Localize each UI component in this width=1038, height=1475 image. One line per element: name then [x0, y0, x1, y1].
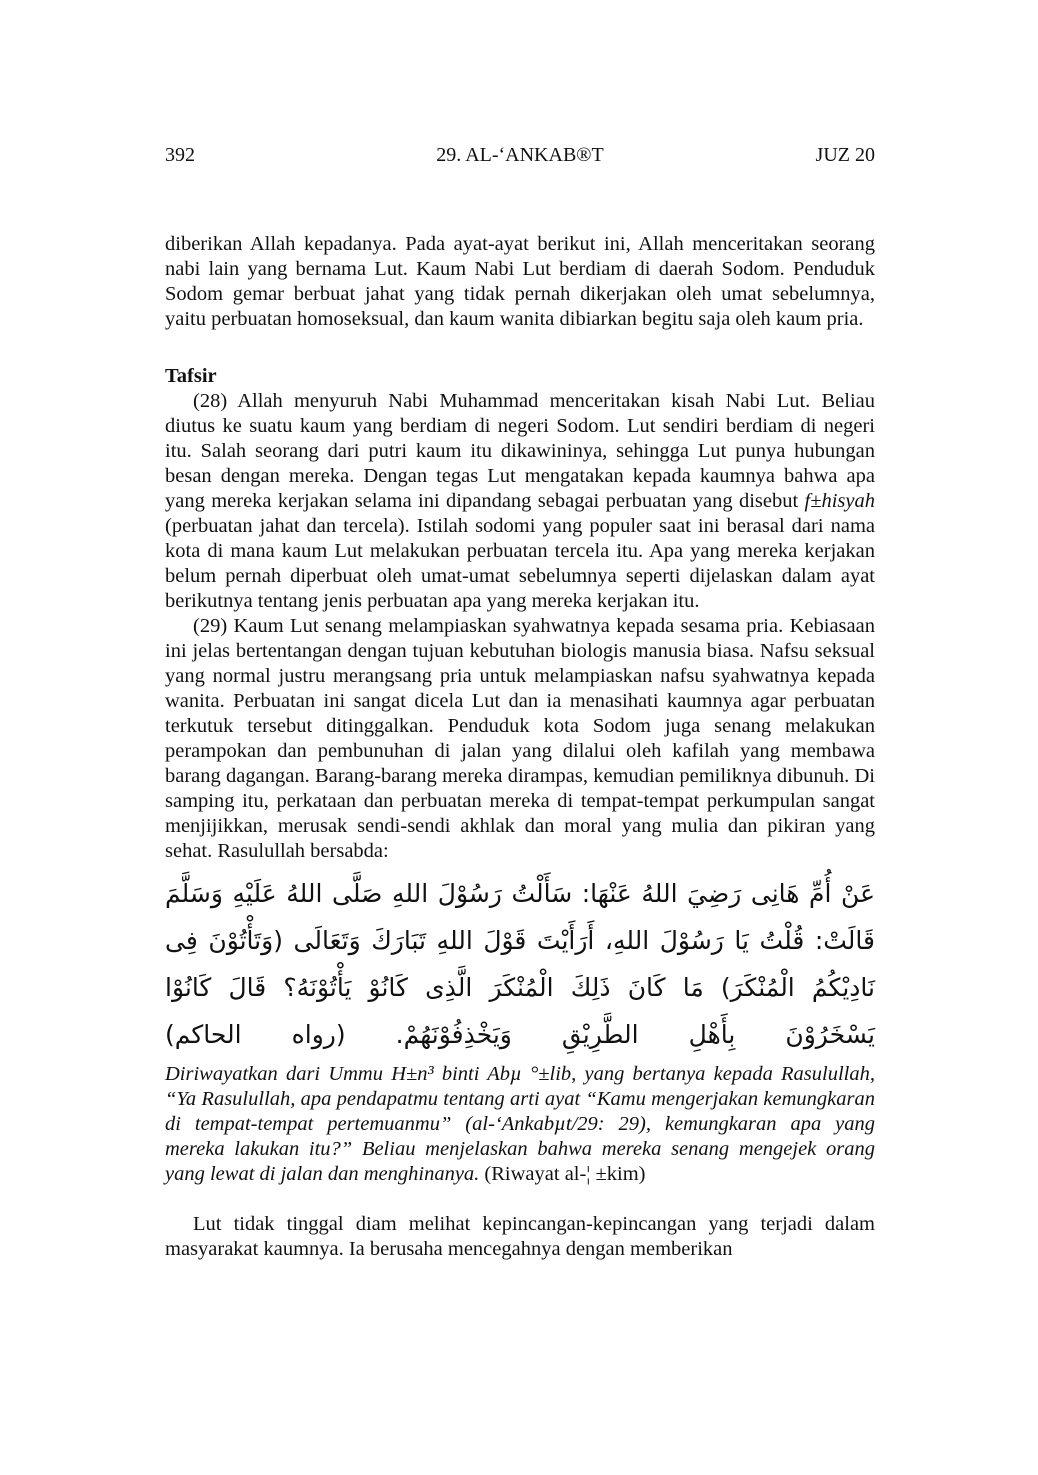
paragraph-28-text-a: (28) Allah menyuruh Nabi Muhammad menceritakan kisah Nabi Lut. Beliau diutus ke suatu kaum yang berdiam di negeri Sodom. Lut sendiri berdiam di negeri itu. Salah seorang dari putri kaum itu dikawininya, sehingga Lut punya hubungan besan dengan mereka. Dengan tegas Lut mengatakan kepada kaumnya bahwa apa yang mereka kerjakan selama ini dipandang sebagai perbuatan yang disebut: [165, 390, 875, 512]
spacer: [165, 1187, 875, 1212]
closing-paragraph: Lut tidak tinggal diam melihat kepincangan-kepincangan yang terjadi dalam masyarakat kaumnya. Ia berusaha mencegahnya dengan memberikan: [165, 1213, 875, 1260]
paragraph-29: (29) Kaum Lut senang melampiaskan syahwatnya kepada sesama pria. Kebiasaan ini jelas bertentangan dengan tujuan kebutuhan biologis manusia biasa. Nafsu seksual yang normal justru merangsang pria untuk melampiaskan nafsu syahwatnya kepada wanita. Perbuatan ini sangat dicela Lut dan ia menasihati kaumnya agar perbuatan terkutuk tersebut ditinggalkan. Penduduk kota Sodom juga senang melakukan perampokan dan pembunuhan di jalan yang dilalui oleh kafilah yang membawa barang dagangan. Barang-barang mereka dirampas, kemudian pemiliknya dibunuh. Di samping itu, perkataan dan perbuatan mereka di tempat-tempat perkumpulan sangat menjijikkan, merusak sendi-sendi akhlak dan moral yang mulia dan pikiran yang sehat. Rasulullah bersabda:: [165, 615, 875, 862]
page-body: [165, 232, 875, 1262]
page-header: [165, 144, 875, 174]
intro-paragraph: diberikan Allah kepadanya. Pada ayat-ayat berikut ini, Allah menceritakan seorang nabi lain yang bernama Lut. Kaum Nabi Lut berdiam di daerah Sodom. Penduduk Sodom gemar berbuat jahat yang tidak pernah dikerjakan oleh umat sebelumnya, yaitu perbuatan homoseksual, dan kaum wanita dibiarkan begitu saja oleh kaum pria.: [165, 233, 875, 330]
hadith-arabic-text: عَنْ أُمِّ هَانِى رَضِيَ اللهُ عَنْهَا: سَأَلْتُ رَسُوْلَ اللهِ صَلَّى اللهُ عَلَيْهِ وَسَلَّمَ قَالَتْ: قُلْتُ يَا رَسُوْلَ اللهِ، أَرَأَيْتَ قَوْلَ اللهِ تَبَارَكَ وَتَعَالَى (وَتَأْتُوْنَ فِى نَادِيْكُمُ الْمُنْكَرَ) مَا كَانَ ذَلِكَ الْمُنْكَرَ الَّذِى كَانُوْ يَأْتُوْنَهُ؟ قَالَ كَانُوْا يَسْخَرُوْنَ بِأَهْلِ الطَّرِيْقِ وَيَخْذِفُوْنَهُمْ. (رواه الحاكم): [165, 879, 875, 1049]
hadith-translation-text: Diriwayatkan dari Ummu H±n³ binti Abµ °±lib, yang bertanya kepada Rasulullah, “Ya Rasulullah, apa pendapatmu tentang arti ayat “Kamu mengerjakan kemungkaran di tempat-tempat pertemuanmu” (al-‘Ankabµt/29: 29), kemungkaran apa yang mereka lakukan itu?” Beliau menjelaskan bahwa mereka senang mengejek orang yang lewat di jalan dan menghinanya.: [165, 1063, 875, 1185]
paragraph-28-text-b: (perbuatan jahat dan tercela). Istilah sodomi yang populer saat ini berasal dari nama kota di mana kaum Lut melakukan perbuatan tercela itu. Apa yang mereka kerjakan belum pernah diperbuat oleh umat-umat sebelumnya seperti dijelaskan dalam ayat berikutnya tentang jenis perbuatan apa yang mereka kerjakan itu.: [165, 515, 875, 612]
chapter-title: 29. AL-‘ANKAB®T: [436, 144, 604, 166]
hadith-translation: [165, 1062, 875, 1187]
spacer: [165, 332, 875, 364]
paragraph-28-term: f±hisyah: [804, 490, 875, 512]
paragraph-28: [165, 389, 875, 614]
juz-label: JUZ 20: [815, 144, 875, 166]
section-heading: Tafsir: [165, 365, 217, 387]
page-number: 392: [165, 144, 195, 166]
hadith-source: (Riwayat al-¦ ±kim): [479, 1163, 646, 1185]
